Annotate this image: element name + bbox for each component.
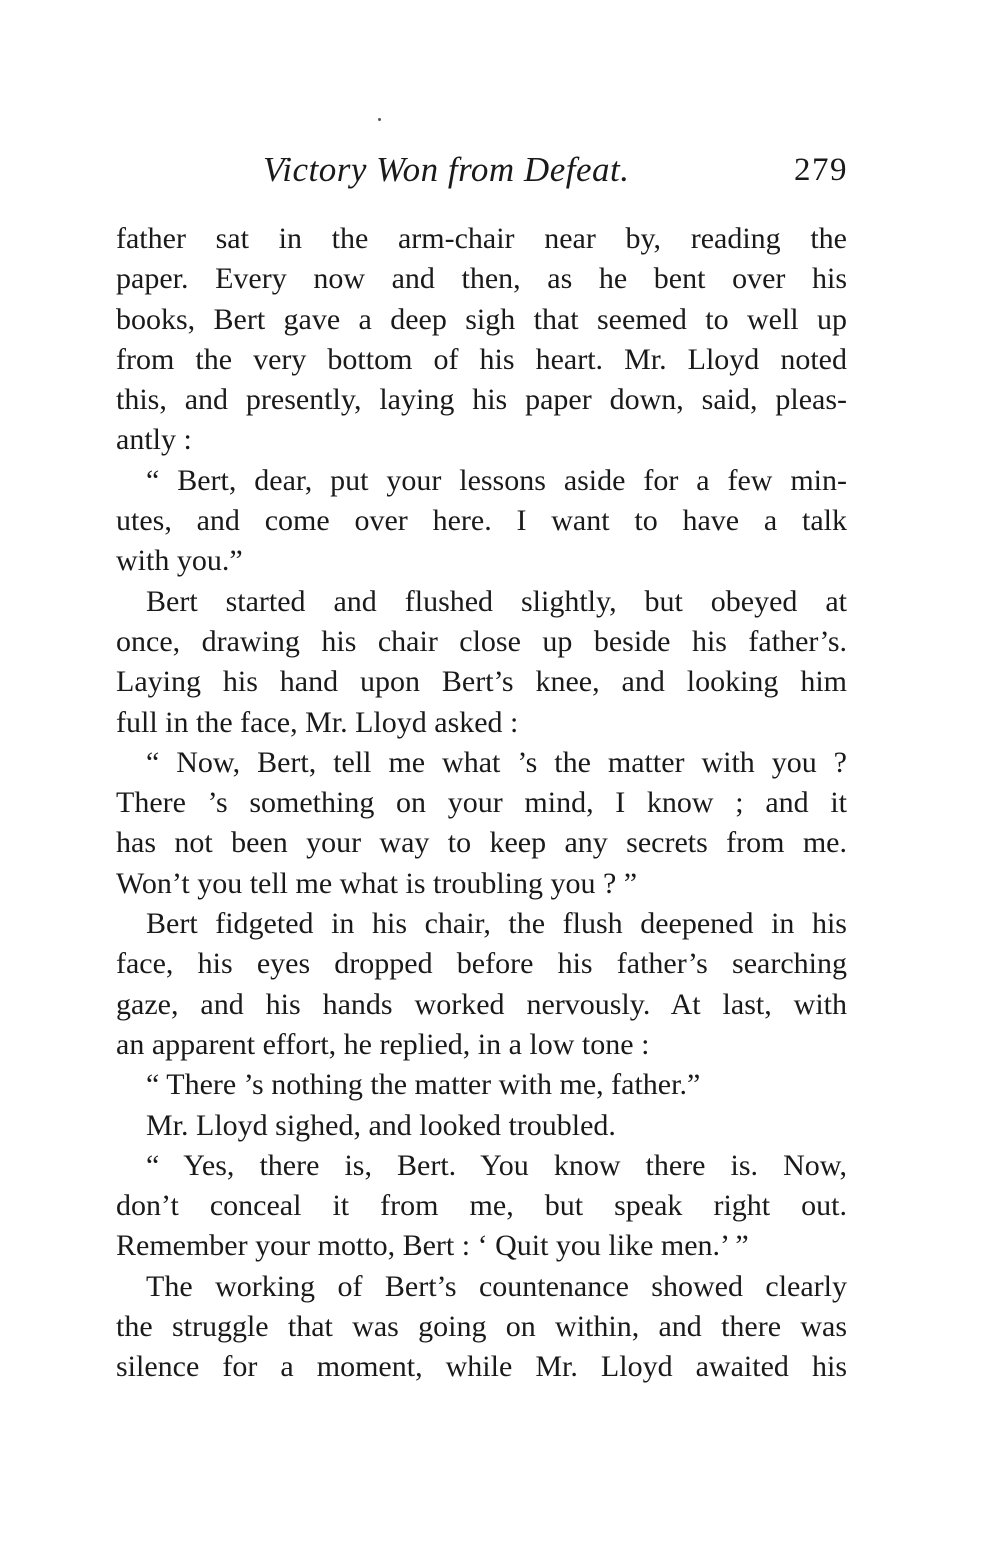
text-line: silence for a moment, while Mr. Lloyd awaited his: [116, 1350, 847, 1384]
text-line: Remember your motto, Bert : ‘ Quit you like men.’ ”: [116, 1229, 749, 1263]
text-line: an apparent effort, he replied, in a low tone :: [116, 1027, 650, 1061]
text-line: antly :: [116, 423, 192, 457]
text-line: with you.”: [116, 544, 243, 578]
text-line: “ There ’s nothing the matter with me, father.”: [146, 1068, 701, 1102]
text-line: once, drawing his chair close up beside his father’s.: [116, 624, 847, 658]
text-line: There ’s something on your mind, I know ; and it: [116, 786, 847, 820]
page-header: [116, 150, 852, 200]
text-line: from the very bottom of his heart. Mr. Lloyd noted: [116, 342, 847, 376]
text-line: this, and presently, laying his paper down, said, pleas-: [116, 383, 847, 417]
text-line: paper. Every now and then, as he bent over his: [116, 262, 847, 296]
ink-speck: [378, 118, 381, 121]
text-line: “ Bert, dear, put your lessons aside for a few min-: [146, 463, 847, 497]
text-line: Mr. Lloyd sighed, and looked troubled.: [146, 1108, 616, 1142]
text-line: father sat in the arm-chair near by, reading the: [116, 222, 847, 255]
text-line: face, his eyes dropped before his father’s searching: [116, 947, 847, 981]
body-text: [116, 219, 847, 1388]
text-line: Bert fidgeted in his chair, the flush deepened in his: [146, 907, 847, 941]
running-title: Victory Won from Defeat.: [263, 150, 630, 189]
text-line: Won’t you tell me what is troubling you ? ”: [116, 866, 638, 900]
text-line: full in the face, Mr. Lloyd asked :: [116, 705, 519, 739]
text-line: “ Yes, there is, Bert. You know there is. Now,: [146, 1148, 847, 1182]
page-number: 279: [794, 152, 848, 188]
text-line: don’t conceal it from me, but speak right out.: [116, 1189, 847, 1223]
text-line: books, Bert gave a deep sigh that seemed to well up: [116, 302, 847, 336]
text-line: the struggle that was going on within, and there was: [116, 1310, 847, 1344]
text-line: utes, and come over here. I want to have a talk: [116, 504, 847, 538]
text-line: gaze, and his hands worked nervously. At last, with: [116, 987, 847, 1021]
text-line: Laying his hand upon Bert’s knee, and looking him: [116, 665, 847, 699]
text-line: “ Now, Bert, tell me what ’s the matter with you ?: [146, 745, 847, 779]
text-line: has not been your way to keep any secrets from me.: [116, 826, 847, 860]
text-line: Bert started and flushed slightly, but obeyed at: [146, 584, 847, 618]
text-line: The working of Bert’s countenance showed clearly: [146, 1269, 847, 1303]
